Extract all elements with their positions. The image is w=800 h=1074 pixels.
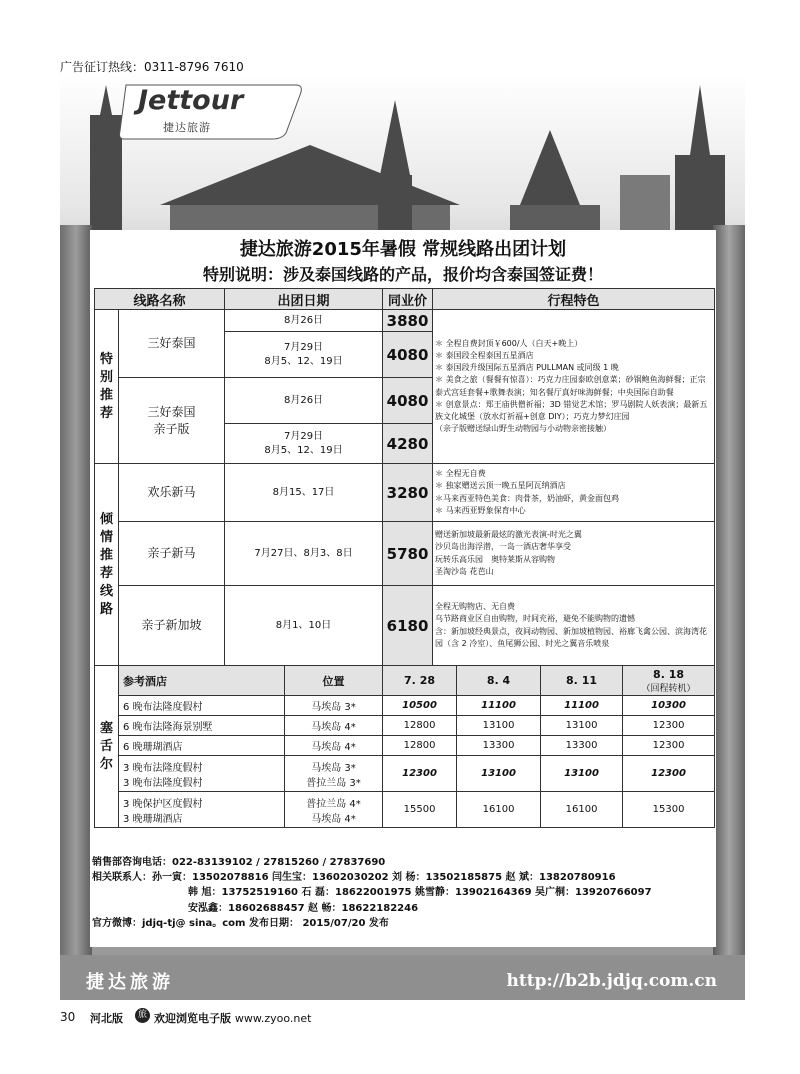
contact-people: 安泓鑫：18602688457 赵 畅：18622182246 (188, 902, 419, 914)
hotline: 广告征订热线：0311-8796 7610 (60, 60, 244, 74)
price: 3280 (383, 464, 433, 522)
category-special: 特别推荐 (95, 310, 119, 464)
page-title: 捷达旅游2015年暑假 常规线路出团计划 (239, 239, 567, 260)
depart-date: 8月1、10日 (225, 586, 383, 666)
depart-date: 8月26日 (225, 310, 383, 332)
price: 4080 (383, 332, 433, 378)
feature-item: ＊ 泰国段升级国际五星酒店 PULLMAN 或同级 1 晚 (435, 363, 619, 373)
jettour-logo (118, 81, 308, 141)
feature-item: ＊ 创意景点：郑王庙供僧祈福；3D 错觉艺术馆；罗马剧院人妖表演；最新五族文化城堡（放水灯祈福+创意 DIY）；巧克力梦幻庄园 (435, 399, 708, 421)
header-date-1: 7. 28 (383, 666, 457, 696)
header-date-4: 8. 18 （回程转机） (623, 666, 715, 696)
contact-block (92, 855, 712, 931)
table-row (95, 310, 715, 332)
route-features: 全程无购物店、无自费 乌节路商业区自由购物，时间充裕，避免不能购物的遗憾 含：新加坡经典景点，夜间动物园、新加坡植物园、裕廊飞禽公园、滨海湾花园（含 2 冷室）、鱼尾狮公园、时光之翼音乐喷泉 (433, 586, 715, 666)
depart-date: 8月15、17日 (225, 464, 383, 522)
page-subtitle: 特别说明：涉及泰国线路的产品，报价均含泰国签证费！ (202, 265, 603, 284)
page-number: 30 (60, 1010, 76, 1024)
hotel-row: 3 晚布法隆度假村 3 晚布法隆度假村 马埃岛 3* 普拉兰岛 3* 12300 13100 13100 12300 (95, 756, 715, 792)
logo-brand: Jettour (138, 85, 244, 116)
header-route: 线路名称 (95, 289, 225, 310)
depart-date: 7月27日、8月3、8日 (225, 522, 383, 586)
publication-logo-icon: 旅 (135, 1008, 150, 1023)
contact-people: 相关联系人：孙一寅：13502078816 闫生宝：13602030202 刘 杨：13502185875 赵 斌：13820780916 (92, 872, 616, 884)
route-features: 赠送新加坡最新最炫的激光表演-时光之翼 沙贝岛出海浮潜，一岛一酒店奢华享受 玩转乐高乐园 奥特莱斯从容购物 圣淘沙岛 花芭山 (433, 522, 715, 586)
price: 4280 (383, 424, 433, 464)
hotel-row: 3 晚保护区度假村 3 晚珊瑚酒店 普拉兰岛 4* 马埃岛 4* 15500 16100 16100 15300 (95, 792, 715, 828)
header-date-2: 8. 4 (457, 666, 541, 696)
browse-note: 欢迎浏览电子版 www.zyoo.net (154, 1012, 312, 1025)
schedule-panel (90, 230, 716, 947)
thai-features (433, 310, 715, 464)
table-row (95, 522, 715, 586)
header-features: 行程特色 (433, 289, 715, 310)
depart-date: 7月29日 8月5、12、19日 (225, 424, 383, 464)
price: 3880 (383, 310, 433, 332)
right-photo-strip (713, 225, 745, 975)
depart-date: 7月29日 8月5、12、19日 (225, 332, 383, 378)
feature-item: （亲子版赠送绿山野生动物园与小动物亲密接触） (435, 424, 612, 434)
price: 4080 (383, 378, 433, 424)
page-edition: 河北版 (90, 1012, 123, 1025)
header-price: 同业价 (383, 289, 433, 310)
feature-item: ＊ 全程自费封顶￥600/人（白天+晚上） (435, 338, 583, 348)
header-hotel: 参考酒店 (119, 666, 285, 696)
left-photo-strip (60, 225, 92, 975)
logo-sub: 捷达旅游 (163, 121, 211, 134)
route-name: 欢乐新马 (119, 464, 225, 522)
header-date-3: 8. 11 (541, 666, 623, 696)
footer-brand: 捷达旅游 (86, 972, 174, 993)
feature-item: ＊ 泰国段全程泰国五星酒店 (435, 350, 534, 360)
site-url[interactable]: www.zyoo.net (234, 1012, 312, 1025)
route-features: ＊ 全程无自费 ＊ 独家赠送云顶一晚五星阿瓦纳酒店 ＊马来西亚特色美食：肉骨茶，奶油虾，黄金面包鸡 ＊ 马来西亚野象保育中心 (433, 464, 715, 522)
contact-weibo: 官方微博：jdjq-tj@ sina。com 发布日期： 2015/07/20 发布 (92, 917, 389, 929)
route-name: 亲子新加坡 (119, 586, 225, 666)
feature-item: ＊ 美食之旅（餐餐有惊喜）：巧克力庄园泰欧创意菜；砂锅鲍鱼海鲜餐；正宗泰式宫廷套餐+歌舞表演；知名餐厅真好味海鲜餐；中央国际自助餐 (435, 375, 706, 397)
route-name: 亲子新马 (119, 522, 225, 586)
price: 6180 (383, 586, 433, 666)
route-name: 三好泰国 亲子版 (119, 378, 225, 464)
table-row (95, 464, 715, 522)
contact-phone: 销售部咨询电话：022-83139102 / 27815260 / 27837690 (92, 857, 386, 868)
category-seychelles: 塞舌尔 (95, 666, 119, 828)
hotel-row: 6 晚布法隆海景别墅 马埃岛 4* 12800 13100 13100 12300 (95, 716, 715, 736)
table-row (95, 586, 715, 666)
route-table (94, 288, 715, 828)
price: 5780 (383, 522, 433, 586)
header-location: 位置 (285, 666, 383, 696)
contact-people: 韩 旭：13752519160 石 磊：18622001975 姚雪静：13902164369 吴广桐：13920766097 (188, 887, 652, 899)
footer-url[interactable]: http://b2b.jdjq.com.cn (506, 971, 717, 991)
hotel-header-row (95, 666, 715, 696)
table-header (95, 289, 715, 310)
depart-date: 8月26日 (225, 378, 383, 424)
header-date: 出团日期 (225, 289, 383, 310)
route-name: 三好泰国 (119, 310, 225, 378)
category-hot: 倾情推荐线路 (95, 464, 119, 666)
hotel-row: 6 晚珊瑚酒店 马埃岛 4* 12800 13300 13300 12300 (95, 736, 715, 756)
hotel-row: 6 晚布法隆度假村 马埃岛 3* 10500 11100 11100 10300 (95, 696, 715, 716)
